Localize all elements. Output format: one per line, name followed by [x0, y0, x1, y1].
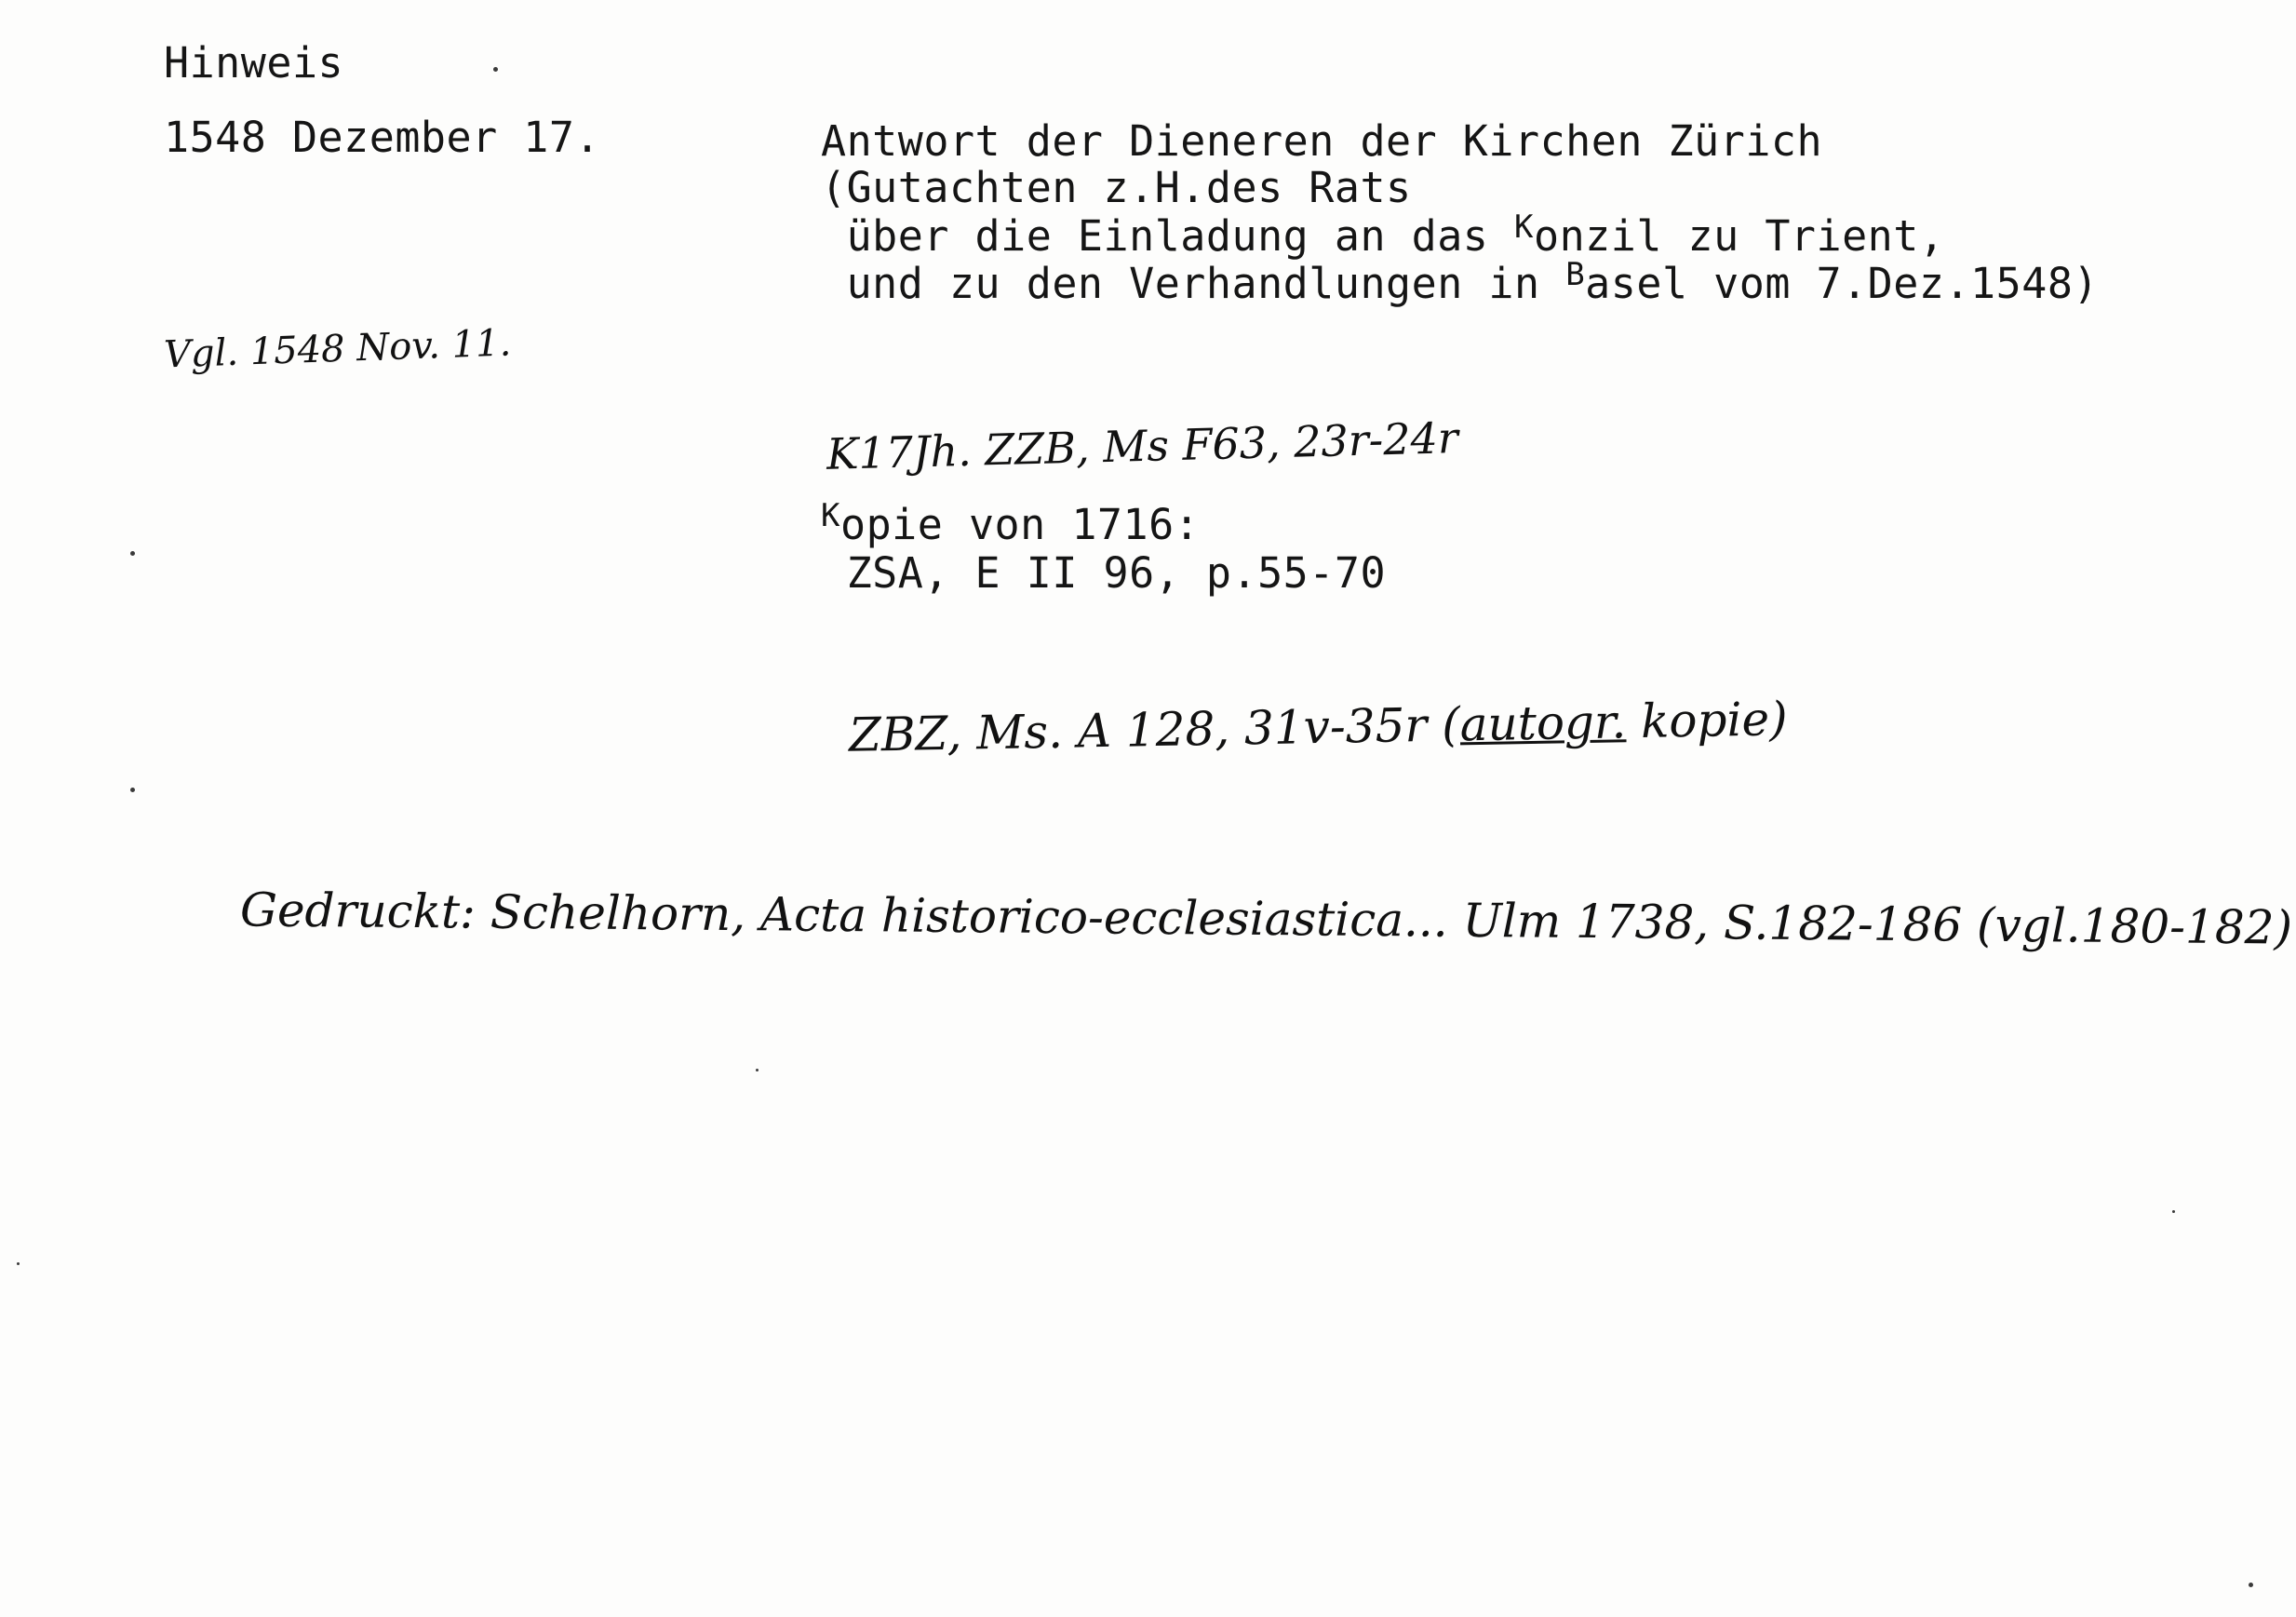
handwritten-printed-edition: Gedruckt: Schelhorn, Acta historico-ecclesiastica... Ulm 1738, S.182-186 (vgl.180-182)	[239, 883, 2293, 955]
speck-dot	[756, 1069, 759, 1071]
copy-archive-location: ZSA, E II 96, p.55-70	[821, 548, 1387, 598]
copy-label: Kopie von 1716:	[821, 497, 1201, 549]
title-line-1: Antwort der Dieneren der Kirchen Zürich	[821, 116, 1823, 166]
speck-dot	[130, 788, 135, 792]
handwritten-zbz-reference: ZBZ, Ms. A 128, 31v-35r (autogr. kopie)	[848, 692, 1789, 762]
handwritten-crossref: Vgl. 1548 Nov. 11.	[163, 321, 512, 377]
speck-dot	[2172, 1210, 2175, 1213]
card-header: Hinweis	[164, 38, 344, 88]
speck-dot	[17, 1262, 20, 1265]
speck-dot	[493, 67, 498, 72]
title-line-2: (Gutachten z.H.des Rats	[821, 163, 1412, 212]
document-date: 1548 Dezember 17.	[164, 113, 601, 162]
handwritten-manuscript-ref: K17Jh. ZZB, Ms F63, 23r-24r	[826, 412, 1459, 479]
title-line-4: und zu den Verhandlungen in Basel vom 7.Dez.1548)	[821, 256, 2100, 308]
speck-dot	[2249, 1583, 2253, 1587]
speck-dot	[130, 551, 135, 556]
title-line-3: über die Einladung an das Konzil zu Trient,	[821, 209, 1945, 261]
